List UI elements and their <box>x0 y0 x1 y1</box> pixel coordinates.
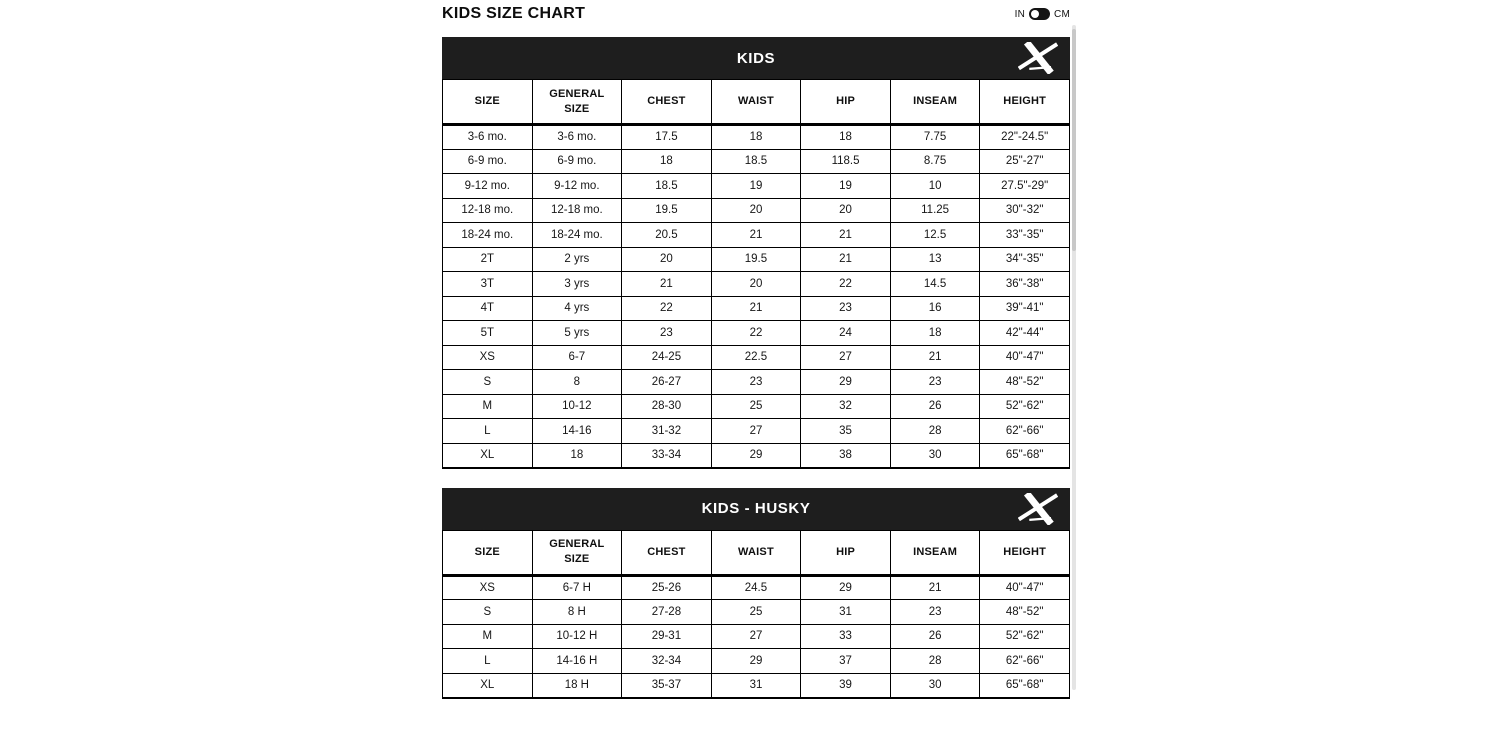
size-cell: 40"-47" <box>980 345 1070 370</box>
size-cell: M <box>443 624 533 649</box>
size-cell: 33-34 <box>622 443 712 468</box>
size-cell: 18 <box>711 125 801 150</box>
size-cell: 2T <box>443 247 533 272</box>
size-cell: 14.5 <box>890 272 980 297</box>
size-cell: 29 <box>801 575 891 600</box>
column-header: HEIGHT <box>980 80 1070 125</box>
size-cell: 33"-35" <box>980 223 1070 248</box>
size-cell: 118.5 <box>801 149 891 174</box>
size-cell: 26 <box>890 394 980 419</box>
column-header: HIP <box>801 530 891 575</box>
table-row <box>443 575 1070 600</box>
size-cell: 21 <box>622 272 712 297</box>
size-cell: XL <box>443 443 533 468</box>
size-cell: 12-18 mo. <box>532 198 622 223</box>
size-cell: 28 <box>890 419 980 444</box>
ariat-logo-icon <box>1018 493 1058 525</box>
unit-toggle-switch-icon[interactable] <box>1029 8 1050 20</box>
size-cell: 8 <box>532 370 622 395</box>
size-cell: 11.25 <box>890 198 980 223</box>
size-cell: 29 <box>711 443 801 468</box>
size-cell: 4 yrs <box>532 296 622 321</box>
size-cell: 23 <box>890 600 980 625</box>
size-cell: L <box>443 419 533 444</box>
size-cell: 31 <box>711 673 801 698</box>
size-cell: 21 <box>711 223 801 248</box>
table-row <box>443 272 1070 297</box>
size-cell: 33 <box>801 624 891 649</box>
size-cell: 23 <box>622 321 712 346</box>
size-cell: 19.5 <box>622 198 712 223</box>
size-cell: 10-12 H <box>532 624 622 649</box>
size-cell: L <box>443 649 533 674</box>
size-cell: 27 <box>711 419 801 444</box>
table-row <box>443 198 1070 223</box>
size-cell: 52"-62" <box>980 394 1070 419</box>
size-cell: 24-25 <box>622 345 712 370</box>
size-cell: 9-12 mo. <box>443 174 533 199</box>
size-cell: 20 <box>801 198 891 223</box>
table-row <box>443 673 1070 698</box>
size-cell: 35 <box>801 419 891 444</box>
size-cell: 5 yrs <box>532 321 622 346</box>
size-cell: 48"-52" <box>980 370 1070 395</box>
size-cell: 23 <box>711 370 801 395</box>
column-header: SIZE <box>443 80 533 125</box>
size-cell: 2 yrs <box>532 247 622 272</box>
table-row <box>443 649 1070 674</box>
size-cell: 18 <box>801 125 891 150</box>
size-cell: 20 <box>622 247 712 272</box>
size-cell: 10 <box>890 174 980 199</box>
size-cell: 27 <box>801 345 891 370</box>
size-cell: 21 <box>801 223 891 248</box>
size-cell: 21 <box>711 296 801 321</box>
unit-label-cm: CM <box>1054 8 1070 20</box>
size-cell: 30 <box>890 673 980 698</box>
size-cell: 48"-52" <box>980 600 1070 625</box>
size-cell: 32-34 <box>622 649 712 674</box>
size-cell: 27-28 <box>622 600 712 625</box>
size-cell: 25 <box>711 600 801 625</box>
size-cell: 22 <box>622 296 712 321</box>
size-cell: 25 <box>711 394 801 419</box>
size-cell: 12-18 mo. <box>443 198 533 223</box>
scrollbar-thumb[interactable] <box>1072 29 1076 251</box>
size-cell: 18.5 <box>622 174 712 199</box>
topbar <box>442 0 1070 37</box>
table-row <box>443 125 1070 150</box>
size-cell: 18 <box>622 149 712 174</box>
size-cell: S <box>443 370 533 395</box>
size-cell: 62"-66" <box>980 419 1070 444</box>
size-cell: 21 <box>890 575 980 600</box>
size-cell: 14-16 H <box>532 649 622 674</box>
size-cell: 28-30 <box>622 394 712 419</box>
size-cell: 23 <box>890 370 980 395</box>
size-cell: 10-12 <box>532 394 622 419</box>
size-cell: 30 <box>890 443 980 468</box>
size-cell: 27 <box>711 624 801 649</box>
kids-table-banner <box>442 37 1070 79</box>
size-cell: 17.5 <box>622 125 712 150</box>
size-cell: 18-24 mo. <box>532 223 622 248</box>
size-cell: 20.5 <box>622 223 712 248</box>
size-cell: S <box>443 600 533 625</box>
size-cell: 6-7 <box>532 345 622 370</box>
size-cell: 8.75 <box>890 149 980 174</box>
size-cell: 37 <box>801 649 891 674</box>
table-row <box>443 296 1070 321</box>
column-header: GENERAL SIZE <box>532 80 622 125</box>
size-cell: 18 <box>890 321 980 346</box>
table-row <box>443 321 1070 346</box>
size-cell: 22 <box>801 272 891 297</box>
size-cell: 5T <box>443 321 533 346</box>
size-cell: 65"-68" <box>980 443 1070 468</box>
size-cell: 22"-24.5" <box>980 125 1070 150</box>
size-cell: 62"-66" <box>980 649 1070 674</box>
size-cell: 3-6 mo. <box>443 125 533 150</box>
column-header: GENERAL SIZE <box>532 530 622 575</box>
column-header: INSEAM <box>890 80 980 125</box>
size-cell: 21 <box>890 345 980 370</box>
size-cell: 26-27 <box>622 370 712 395</box>
size-cell: 3 yrs <box>532 272 622 297</box>
kids-size-table <box>442 79 1070 469</box>
size-cell: 18 H <box>532 673 622 698</box>
column-header: CHEST <box>622 80 712 125</box>
size-cell: 3-6 mo. <box>532 125 622 150</box>
size-cell: 39"-41" <box>980 296 1070 321</box>
size-cell: 27.5"-29" <box>980 174 1070 199</box>
table-title: KIDS <box>736 49 776 67</box>
size-cell: 28 <box>890 649 980 674</box>
size-cell: 36"-38" <box>980 272 1070 297</box>
column-header: HIP <box>801 80 891 125</box>
size-chart-panel <box>442 0 1070 699</box>
size-cell: 19.5 <box>711 247 801 272</box>
size-cell: 6-7 H <box>532 575 622 600</box>
table-row <box>443 443 1070 468</box>
size-cell: 34"-35" <box>980 247 1070 272</box>
size-cell: XS <box>443 345 533 370</box>
column-header: WAIST <box>711 80 801 125</box>
kids-husky-size-table <box>442 530 1070 699</box>
size-cell: 31-32 <box>622 419 712 444</box>
unit-label-in: IN <box>1014 8 1026 20</box>
size-cell: 16 <box>890 296 980 321</box>
size-cell: 18.5 <box>711 149 801 174</box>
table-row <box>443 600 1070 625</box>
ariat-logo-icon <box>1018 42 1058 74</box>
kids-husky-table-section <box>442 488 1070 699</box>
column-header-row <box>443 80 1070 125</box>
scrollbar-track[interactable] <box>1072 25 1076 690</box>
size-cell: 18-24 mo. <box>443 223 533 248</box>
table-row <box>443 419 1070 444</box>
size-cell: M <box>443 394 533 419</box>
toggle-knob[interactable] <box>1031 10 1039 18</box>
size-cell: 7.75 <box>890 125 980 150</box>
column-header: SIZE <box>443 530 533 575</box>
size-cell: 29-31 <box>622 624 712 649</box>
size-cell: 29 <box>801 370 891 395</box>
size-cell: 24.5 <box>711 575 801 600</box>
kids-husky-table-banner <box>442 488 1070 530</box>
size-cell: 20 <box>711 272 801 297</box>
table-title: KIDS - HUSKY <box>701 500 811 517</box>
size-cell: 42"-44" <box>980 321 1070 346</box>
size-cell: 18 <box>532 443 622 468</box>
table-row <box>443 247 1070 272</box>
size-cell: XS <box>443 575 533 600</box>
table-row <box>443 624 1070 649</box>
size-cell: 3T <box>443 272 533 297</box>
size-cell: 26 <box>890 624 980 649</box>
table-row <box>443 394 1070 419</box>
size-cell: 19 <box>711 174 801 199</box>
table-row <box>443 345 1070 370</box>
size-cell: 65"-68" <box>980 673 1070 698</box>
size-cell: 21 <box>801 247 891 272</box>
table-row <box>443 149 1070 174</box>
size-cell: 24 <box>801 321 891 346</box>
size-cell: 19 <box>801 174 891 199</box>
column-header: INSEAM <box>890 530 980 575</box>
size-cell: 20 <box>711 198 801 223</box>
size-cell: 38 <box>801 443 891 468</box>
page-title: KIDS SIZE CHART <box>442 5 586 22</box>
table-row <box>443 174 1070 199</box>
size-cell: XL <box>443 673 533 698</box>
size-cell: 22.5 <box>711 345 801 370</box>
size-cell: 25"-27" <box>980 149 1070 174</box>
size-cell: 9-12 mo. <box>532 174 622 199</box>
size-cell: 6-9 mo. <box>443 149 533 174</box>
size-cell: 35-37 <box>622 673 712 698</box>
size-cell: 12.5 <box>890 223 980 248</box>
size-cell: 39 <box>801 673 891 698</box>
table-row <box>443 370 1070 395</box>
column-header: CHEST <box>622 530 712 575</box>
size-cell: 13 <box>890 247 980 272</box>
size-cell: 6-9 mo. <box>532 149 622 174</box>
size-cell: 52"-62" <box>980 624 1070 649</box>
size-cell: 25-26 <box>622 575 712 600</box>
size-cell: 29 <box>711 649 801 674</box>
size-cell: 32 <box>801 394 891 419</box>
size-cell: 4T <box>443 296 533 321</box>
size-cell: 31 <box>801 600 891 625</box>
column-header: WAIST <box>711 530 801 575</box>
size-cell: 23 <box>801 296 891 321</box>
column-header-row <box>443 530 1070 575</box>
table-row <box>443 223 1070 248</box>
column-header: HEIGHT <box>980 530 1070 575</box>
kids-table-section <box>442 37 1070 469</box>
size-cell: 30"-32" <box>980 198 1070 223</box>
size-cell: 40"-47" <box>980 575 1070 600</box>
size-cell: 8 H <box>532 600 622 625</box>
unit-toggle[interactable] <box>1015 8 1070 20</box>
size-cell: 14-16 <box>532 419 622 444</box>
size-cell: 22 <box>711 321 801 346</box>
